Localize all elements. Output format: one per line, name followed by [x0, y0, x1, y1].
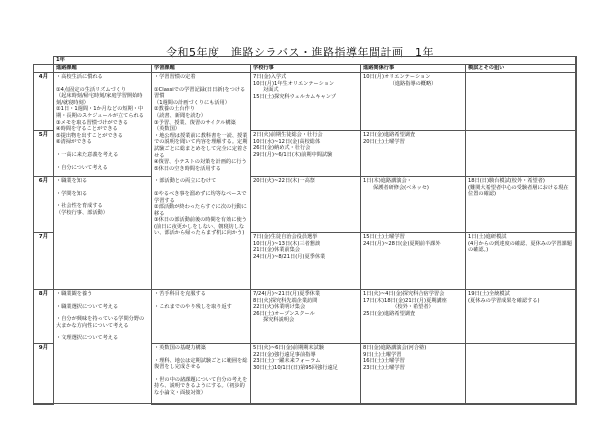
cell-line: 18日(日)駿台模試(校外・希望者): [468, 178, 545, 184]
cell-line: (夏休みの学習成果を確認する): [468, 297, 540, 304]
mock-exams-aug: [466, 290, 576, 344]
school-events-may: [251, 131, 361, 177]
cell-line: 30日(土)10/1日(日)第95回強行遠足: [253, 364, 338, 371]
syllabus-table: [33, 56, 577, 405]
cell-line: 23日(土)土曜学習: [363, 364, 405, 371]
page-title: 令和5年度 進路シラバス・進路指導年間計画 1年: [166, 46, 434, 59]
cell-line: 26日(金)納め式・壮行会: [253, 145, 311, 152]
cell-line: 20日(土)土曜学習: [363, 138, 405, 145]
cell-line: ・これまでのやり残しを取り返す: [154, 303, 232, 310]
cell-line: 9日(土)土曜学習: [363, 351, 402, 358]
month-label-may: 5月: [34, 131, 54, 177]
cell-line: （1週間の計画づくりにも活用）: [154, 99, 230, 106]
cell-line: (難関大希望者中心の受験者層における現在位置の確認): [468, 184, 569, 198]
cell-line: ③予習、授業、復習のサイクル構築: [154, 119, 236, 126]
cell-line: 12日(金)進路希望調査: [363, 132, 416, 138]
cell-line: ②教養の土台作り: [154, 106, 195, 113]
cell-line: 1日(木)進路講演会・: [363, 178, 412, 184]
cell-line: 5日(火)~6日(金)前期期末試験: [253, 345, 324, 351]
cell-line: ⑥清掃ができる: [56, 139, 92, 146]
career-events-may: [361, 131, 466, 177]
col-header-study-tasks: 学習課題: [152, 65, 251, 73]
month-col-header: [34, 65, 54, 73]
cell-line: 21日(金)休業前集会: [253, 247, 300, 254]
row-jun: [34, 177, 576, 233]
cell-line: ・職業観を養う: [56, 291, 93, 297]
cell-line: （校外・希望者）: [392, 304, 434, 311]
cell-line: 17日(木)18日(金)21日(月)夏期講座: [363, 297, 447, 304]
row-aug: [34, 290, 576, 344]
cell-line: （読書、新聞を読む）: [154, 112, 206, 119]
cell-line: ・部活動との両立にむけて: [154, 178, 217, 185]
cell-line: ・地公理は授業前に教科書を一読、授業での説明を聞いて内容を理解する。定期試験ごとに総まとめをして完全に定着させる: [154, 132, 248, 159]
cell-line: 16日(土)土曜学習: [363, 358, 405, 365]
career-events-jul: [361, 233, 466, 290]
cell-line: ・学問を知る: [56, 190, 88, 197]
cell-line: ・理科、地公は定期試験ごとに範囲を総復習をし完成させる: [154, 357, 248, 371]
career-events-apr: [361, 73, 466, 131]
cell-line: 23日(土)一躍未来フォーラム: [253, 358, 321, 365]
cell-line: （学校行事、部活動）: [56, 209, 108, 216]
col-header-mock-exams: 模試とその狙い: [466, 65, 576, 73]
cell-line: ⑤提出物を出すことができる: [56, 132, 123, 139]
mock-exams-may: [466, 131, 576, 177]
study-tasks-sep: [152, 344, 251, 404]
cell-line: 8日(金)進路講演会(河合塾): [363, 345, 427, 351]
month-label-apr: 4月: [34, 73, 54, 131]
mock-exams-jul: [466, 233, 576, 290]
mock-exams-apr: [466, 73, 576, 131]
cell-line: 1日(火)~4日(金)探究科合宿学習会: [363, 291, 445, 297]
cell-line: (4月からの到達度の確認、夏休みの学習課題の確認。): [468, 240, 572, 254]
cell-line: 26日(土)オープンスクール: [253, 310, 315, 317]
cell-line: 15日(土)土曜学習: [363, 234, 405, 240]
cell-line: ③メモを取る習慣づけができる: [56, 119, 129, 126]
school-events-aug: [251, 290, 361, 344]
cell-line: ・一高に来た意義を考える: [56, 151, 119, 158]
col-header-career-tasks: 進路課題: [54, 65, 152, 73]
cell-line: 24日(月)~8/21日(月)夏季休業: [253, 253, 326, 260]
mock-exams-sep: [466, 344, 576, 404]
cell-line: 8日(火)探究科先端企業訪問: [253, 297, 318, 304]
month-label-sep: 9月: [34, 344, 54, 404]
cell-line: 7日(金)入学式: [253, 74, 287, 80]
cell-line: 対面式: [263, 87, 279, 94]
cell-line: ①Classiでの学習記録(日日新)をつける習慣: [154, 86, 246, 100]
cell-line: 10日(月)1年生オリエンテーション: [253, 80, 335, 87]
career-tasks-aug-sep: [54, 290, 152, 404]
cell-line: ・自分が興味を持っている学問分野の大まかな方向性について考える: [56, 316, 145, 329]
cell-line: 22日(金)強行遠足事前指導: [253, 351, 316, 358]
cell-line: 24日(月)~28日(金)夏期前半課外: [363, 240, 441, 247]
career-events-sep: [361, 344, 466, 404]
cell-line: 2日(火)前期生徒総会・壮行会: [253, 132, 323, 138]
cell-line: （進路指導の概略）: [389, 80, 437, 87]
cell-line: ・高校生活に慣れる: [56, 74, 103, 80]
cell-line: 1日(土)進研模試: [468, 234, 507, 240]
career-tasks-apr-may: [54, 73, 152, 177]
career-tasks-jun-jul: [54, 177, 152, 290]
col-header-school-events: 学校行事: [251, 65, 361, 73]
cell-line: 探究科説明会: [263, 317, 295, 324]
cell-line: 10日(月)~13日(木)三者懇談: [253, 240, 321, 247]
cell-line: ・苦手科目を克服する: [154, 291, 206, 297]
month-label-jun: 6月: [34, 177, 54, 233]
row-apr: [34, 73, 576, 131]
month-label-jul: 7月: [34, 233, 54, 290]
cell-line: 25日(金)進路希望調査: [363, 310, 416, 317]
cell-line: 22日(火)休業明け集会: [253, 304, 306, 311]
cell-line: ・文理選択について考える: [56, 335, 119, 342]
cell-line: ・社会性を育成する: [56, 203, 103, 210]
cell-line: ・学習習慣の定着: [154, 74, 196, 80]
school-events-sep: [251, 344, 361, 404]
cell-line: 29日(月)~6/1日(木)前期中間試験: [253, 151, 333, 158]
cell-line: （英数国）: [154, 126, 180, 133]
cell-line: ③休日の部活動前後の時間を有効に使う(前日に夜更かしをしない、朝寝坊しない、部活から帰ったらまず机に向かう): [154, 217, 247, 237]
career-events-aug: [361, 290, 466, 344]
cell-line: 10日(水)~12日(金)高校総体: [253, 138, 321, 145]
career-events-jun: [361, 177, 466, 233]
cell-line: 10日(月)オリエンテーション: [363, 74, 431, 80]
cell-line: 7日(金)生徒自治会役員選挙: [253, 234, 318, 240]
col-header-career-events: 進路関係行事: [361, 65, 466, 73]
cell-line: ・職業選択について考える: [56, 303, 119, 310]
cell-line: ②1日・1週間・1か月などの短期・中期・長期のスケジュールが立てられる: [56, 106, 144, 119]
cell-line: ⑤休日の空き時間を活用する: [154, 165, 221, 172]
mock-exams-jun: [466, 177, 576, 233]
month-label-aug: 8月: [34, 290, 54, 344]
corner-blank: [34, 57, 54, 65]
cell-line: ④時間を守ることができる: [56, 126, 118, 133]
cell-line: 7/24(月)~21日(月)夏季休業: [253, 291, 321, 297]
cell-line: 保護者研修会(ベネッセ): [373, 184, 429, 191]
cell-line: ②部活動が終わったらすぐに次の行動に移る: [154, 204, 247, 217]
grade-header: 1年: [54, 57, 576, 65]
study-tasks-apr-jul: [152, 73, 251, 290]
study-tasks-aug: [152, 290, 251, 344]
school-events-jul: [251, 233, 361, 290]
school-events-apr: [251, 73, 361, 131]
cell-line: ①4点固定の生活リズムづくり: [56, 86, 127, 93]
cell-line: ・自分について考える: [56, 164, 108, 171]
cell-line: ・職業を知る: [56, 178, 88, 184]
cell-line: 20日(火)~22日(木)一高祭: [253, 178, 315, 184]
cell-line: ・世の中の諸課題について自分の考えを持ち、説明できるようにする。（初歩的な小論文・面接対策）: [154, 376, 248, 396]
school-events-jun: [251, 177, 361, 233]
cell-line: ④復習、小テストの対策を計画的に行う: [154, 159, 247, 166]
cell-line: （起床時刻/帰宅時刻/家庭学習開始時刻/就寝時刻）: [56, 93, 143, 106]
cell-line: 15日(土)探究科ウェルカムキャンプ: [253, 93, 337, 100]
cell-line: 19日(土)全統模試: [468, 291, 510, 297]
cell-line: ①やるべき事を溜めずに均等なペースで学習する: [154, 190, 247, 204]
cell-line: ・英数国の基礎力構築: [154, 345, 206, 351]
